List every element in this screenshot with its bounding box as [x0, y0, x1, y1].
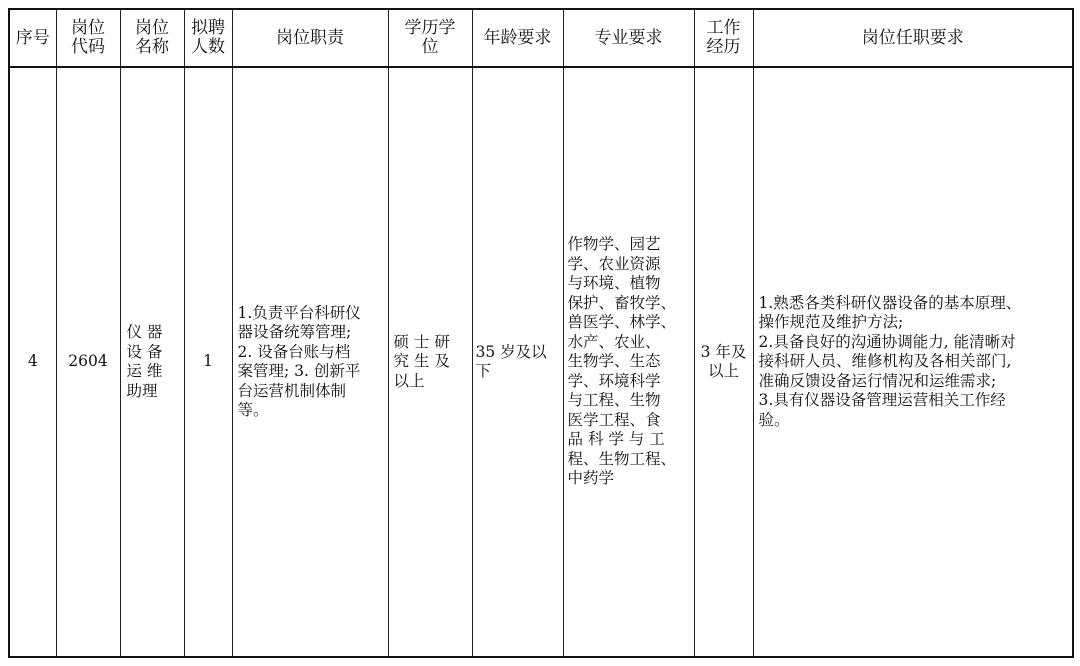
cell-education: 硕 士 研 究 生 及 以上 — [388, 67, 472, 657]
header-position-code: 岗位 代码 — [56, 9, 120, 67]
header-requirements: 岗位任职要求 — [753, 9, 1073, 67]
cell-position-name: 仪 器 设 备 运 维 助理 — [120, 67, 184, 657]
cell-position-code: 2604 — [56, 67, 120, 657]
cell-seq: 4 — [9, 67, 56, 657]
header-education: 学历学 位 — [388, 9, 472, 67]
header-row — [9, 9, 1073, 67]
header-major: 专业要求 — [563, 9, 694, 67]
cell-experience: 3 年及 以上 — [694, 67, 753, 657]
table-row — [9, 67, 1073, 657]
header-position-name: 岗位 名称 — [120, 9, 184, 67]
header-duties: 岗位职责 — [232, 9, 388, 67]
header-age: 年龄要求 — [472, 9, 563, 67]
cell-requirements: 1.熟悉各类科研仪器设备的基本原理、 操作规范及维护方法; 2.具备良好的沟通协调能力, 能清晰对 接科研人员、维修机构及各相关部门, 准确反馈设备运行情况和运维需求; 3.具有仪器设备管理运营相关工作经 验。 — [753, 67, 1073, 657]
job-posting-table — [8, 8, 1074, 658]
cell-major: 作物学、园艺 学、农业资源 与环境、植物 保护、畜牧学、 兽医学、林学、 水产、农业、 生物学、生态 学、环境科学 与工程、生物 医学工程、食 品 科 学 与 工 程、生物工程、 中药学 — [563, 67, 694, 657]
header-seq: 序号 — [9, 9, 56, 67]
header-hiring-count: 拟聘 人数 — [184, 9, 232, 67]
cell-duties: 1.负责平台科研仪 器设备统筹管理; 2. 设备台账与档 案管理; 3. 创新平 台运营机制体制 等。 — [232, 67, 388, 657]
cell-hiring-count: 1 — [184, 67, 232, 657]
cell-age: 35 岁及以 下 — [472, 67, 563, 657]
header-experience: 工作 经历 — [694, 9, 753, 67]
job-table-container — [8, 8, 1074, 658]
